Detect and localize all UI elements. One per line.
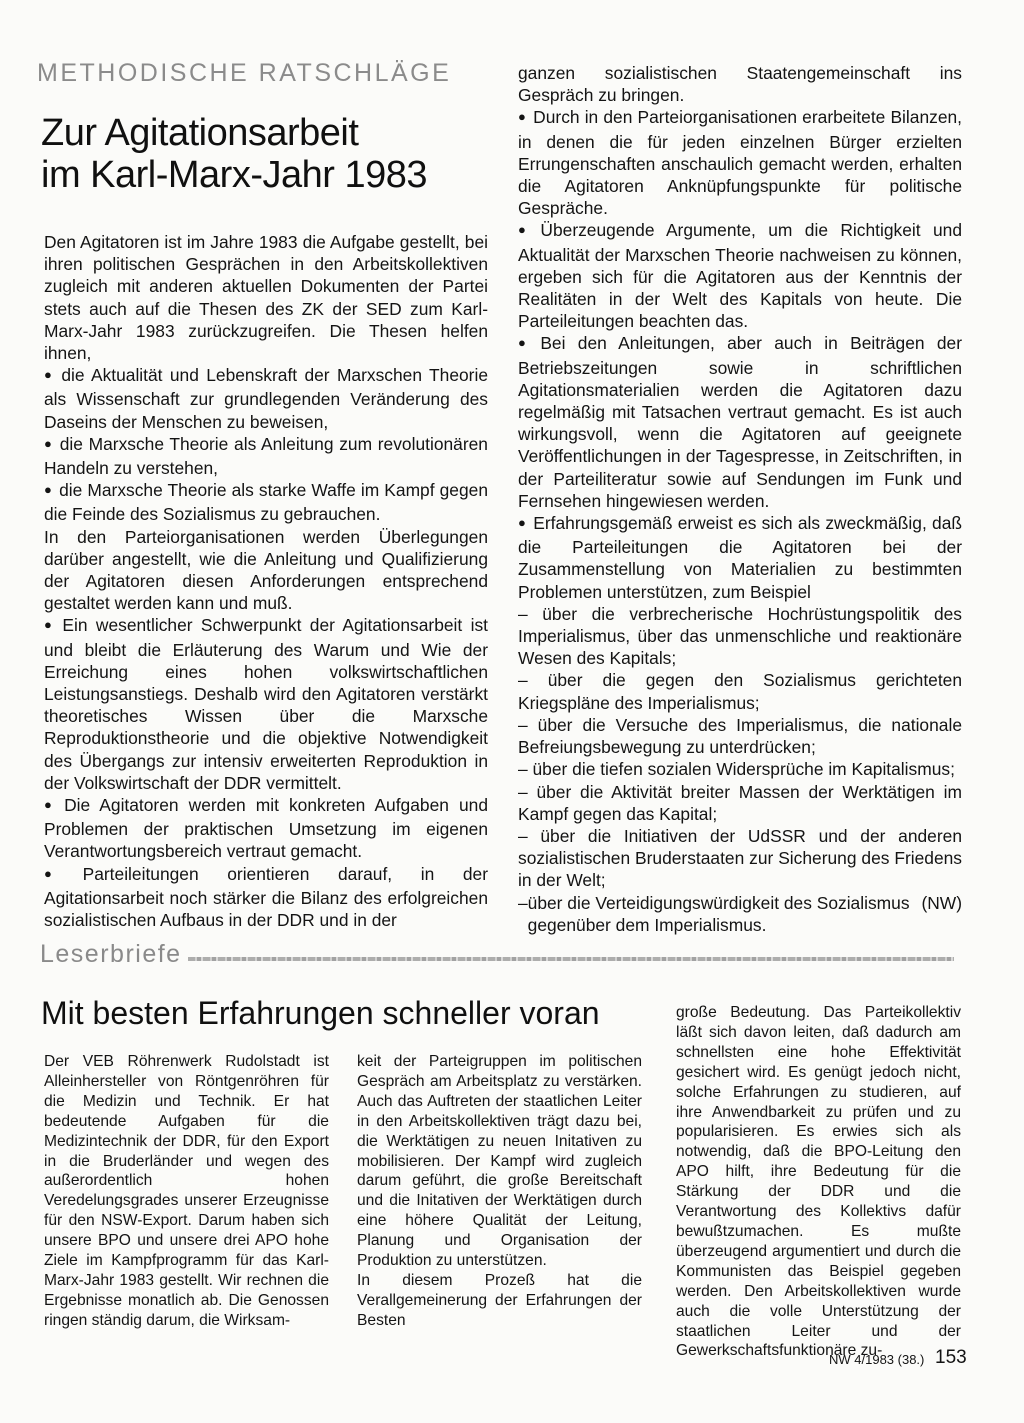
paragraph-text: über die verbrecherische Hochrüstungspolitik des Imperialismus, über das unmenschliche und reaktionäre Wesen des Kapitals; (518, 603, 962, 669)
paragraph-text: Überzeugende Argumente, um die Richtigkeit und Aktualität der Marxschen Theorie nachweisen zu können, ergeben sich für die Agitatoren aus der Kenntnis der Realitäten in der Welt des Kapitals von heute. Die Parteileitungen beachten das. (518, 220, 962, 332)
paragraph-text: – über die Verteidigungswürdigkeit des Sozialismus gegenüber dem Imperialismus. (527, 892, 910, 935)
letter-title: Mit besten Erfahrungen schneller voran (41, 995, 600, 1031)
bullet-paragraph (44, 433, 488, 479)
paragraph-text: ganzen sozialistischen Staatengemeinschaft ins Gespräch zu bringen. (518, 63, 962, 106)
bullet-paragraph (44, 479, 488, 525)
bullet-paragraph (518, 106, 962, 219)
paragraph-text: über die Initiativen der UdSSR und der anderen sozialistischen Bruderstaaten zur Sicherung des Friedens in der Welt; (518, 825, 962, 891)
dash-item (518, 758, 962, 780)
paragraph-text: über die Versuche des Imperialismus, die nationale Befreiungsbewegung zu unterdrücken; (518, 714, 962, 758)
paragraph-text: Den Agitatoren ist im Jahre 1983 die Aufgabe gestellt, bei ihren politischen Gesprächen in den Arbeitskollektiven zugleich mit anderen aktuellen Dokumenten der Partei stets auch auf die Thesen des ZK der SED zum Karl-Marx-Jahr 1983 zurückzugreifen. Die Thesen helfen ihnen, (44, 232, 488, 364)
bullet-paragraph (518, 219, 962, 332)
paragraph-text: Bei den Anleitungen, aber auch in Beiträgen der Betriebszeitungen sowie in schriftlichen Agitationsmaterialien werden die Agitatoren dazu regelmäßig mit Tatsachen vertraut gemacht. Es ist auch wirkungsvoll, wenn die Agitatoren auf geeignete Veröffentlichungen in der Tagespresse, in Zeitschriften, in der Parteiliteratur sowie auf Sendungen im Funk und Fernsehen hingewiesen werden. (518, 333, 962, 511)
article-title-line-1: Zur Agitationsarbeit (41, 112, 359, 154)
paragraph-text: Parteileitungen orientieren darauf, in der Agitationsarbeit noch stärker die Bilanz des erfolgreichen sozialistischen Aufbaus in der DDR und in der (44, 863, 488, 931)
paragraph-text: In den Parteiorganisationen werden Überlegungen darüber angestellt, wie die Anleitung und Qualifizierung der Agitatoren diesen Anforderungen entsprechend gestaltet werden kann und muß. (44, 526, 488, 614)
paragraph-text: über die gegen den Sozialismus gerichteten Kriegspläne des Imperialismus; (518, 670, 962, 713)
bullet-paragraph (44, 794, 488, 863)
paragraph-text: über die Aktivität breiter Massen der Werktätigen im Kampf gegen das Kapital; (518, 781, 962, 824)
letter-paragraph: keit der Parteigruppen im politischen Gespräch am Arbeitsplatz zu verstärken. Auch das Auftreten der staatlichen Leiter in den Arbeitskollektiven trägt dazu bei, die Werktätigen zu neuen Initativen zu mobilisieren. Der Kampf wird zugleich darum geführt, die große Bereitschaft und die Initativen der Werktätigen durch eine höhere Qualität der Leitung, Planung und Organisation der Produktion zu unterstützen. (357, 1053, 642, 1270)
dash-item (518, 781, 962, 825)
letter-paragraph: Der VEB Röhrenwerk Rudolstadt ist Alleinhersteller von Röntgenröhren für die Medizin und Technik. Er hat bedeutende Aufgaben für die Medizintechnik der DDR, für den Export in die Bruderländer und wegen des außerordentlich hohen Veredelungsgrades unserer Erzeugnisse für den NSW-Export. Darum haben sich unsere BPO und unsere drei APO hohe Ziele im Kampfprogramm für das Karl-Marx-Jahr 1983 gestellt. Wir rechnen die Ergebnisse monatlich ab. Die Genossen ringen ständig darum, die Wirksam- (44, 1053, 329, 1329)
dash-item (518, 892, 962, 936)
page-number: 153 (935, 1347, 967, 1368)
paragraph-text: die Aktualität und Lebenskraft der Marxschen Theorie als Wissenschaft zur grundlegenden Veränderung des Daseins der Menschen zu beweisen, (44, 365, 488, 432)
paragraph-text: die Marxsche Theorie als starke Waffe im Kampf gegen die Feinde des Sozialismus zu gebrauchen. (44, 480, 488, 525)
section-label: Leserbriefe (40, 940, 182, 968)
bullet-paragraph (518, 512, 962, 603)
article-left-column (44, 231, 488, 931)
paragraph (44, 526, 488, 615)
dash-item (518, 714, 962, 758)
letter-paragraph: große Bedeutung. Das Parteikollektiv läßt sich davon leiten, daß dadurch am schnellsten eine hohe Effektivität gesichert wird. Es genügt jedoch nicht, solche Erfahrungen zu studieren, auf ihre Anwendbarkeit zu prüfen und zu popularisieren. Es erwies sich als notwendig, daß die BPO-Leitung den APO hilft, ihre Bedeutung für die Stärkung der DDR und die Verantwortung des Kollektivs dafür bewußtzumachen. Es mußte überzeugend argumentiert und durch die Kommunisten das Beispiel gegeben werden. Den Arbeitskollektiven wurde auch die volle Unterstützung der staatlichen Leiter und der Gewerkschaftsfunktionäre zu- (676, 1004, 961, 1360)
bullet-paragraph (44, 364, 488, 433)
letter-column-2 (357, 1052, 642, 1331)
article-title-line-2: im Karl-Marx-Jahr 1983 (41, 154, 427, 196)
paragraph-text: Erfahrungsgemäß erweist es sich als zweckmäßig, daß die Parteileitungen die Agitatoren bei der Zusammenstellung von Materialien zu bestimmten Problemen unterstützen, zum Beispiel (518, 513, 962, 602)
author-signature: (NW) (921, 892, 962, 913)
letter-column-1 (44, 1052, 329, 1331)
letter-column-3 (676, 1003, 961, 1361)
section-divider (188, 957, 954, 961)
bullet-paragraph (518, 332, 962, 512)
article-kicker: METHODISCHE RATSCHLÄGE (37, 59, 452, 87)
dash-item (518, 825, 962, 892)
paragraph-text: über die tiefen sozialen Widersprüche im Kapitalismus; (532, 759, 955, 780)
article-title (41, 112, 511, 196)
paragraph (44, 231, 488, 364)
paragraph-text: Die Agitatoren werden mit konkreten Aufgaben und Problemen der praktischen Umsetzung im eigenen Verantwortungsbereich vertraut gemacht. (44, 795, 488, 862)
dash-item (518, 603, 962, 670)
bullet-paragraph (44, 614, 488, 794)
bullet-paragraph (44, 863, 488, 932)
paragraph-text: Ein wesentlicher Schwerpunkt der Agitationsarbeit ist und bleibt die Erläuterung des Warum und Wie der Erreichung eines hohen volkswirtschaftlichen Leistungsanstiegs. Deshalb wird den Agitatoren verstärkt theoretisches Wissen über die Marxsche Reproduktionstheorie und die objektive Notwendigkeit des Übergangs zur intensiv erweiterten Reproduktion in der Volkswirtschaft der DDR vermittelt. (44, 615, 488, 793)
issue-number: NW 4/1983 (38.) (829, 1352, 925, 1367)
article-right-column (518, 62, 962, 936)
paragraph (518, 62, 962, 106)
paragraph-text: Durch in den Parteiorganisationen erarbeitete Bilanzen, in denen die für jeden einzelnen Bürger erzielten Errungenschaften anschaulich gemacht werden, erhalten die Agitatoren Anknüpfungspunkte für politische Gespräche. (518, 107, 962, 219)
letter-paragraph: In diesem Prozeß hat die Verallgemeinerung der Erfahrungen der Besten (357, 1271, 642, 1329)
dash-item (518, 669, 962, 713)
paragraph-text: die Marxsche Theorie als Anleitung zum revolutionären Handeln zu verstehen, (44, 433, 488, 479)
